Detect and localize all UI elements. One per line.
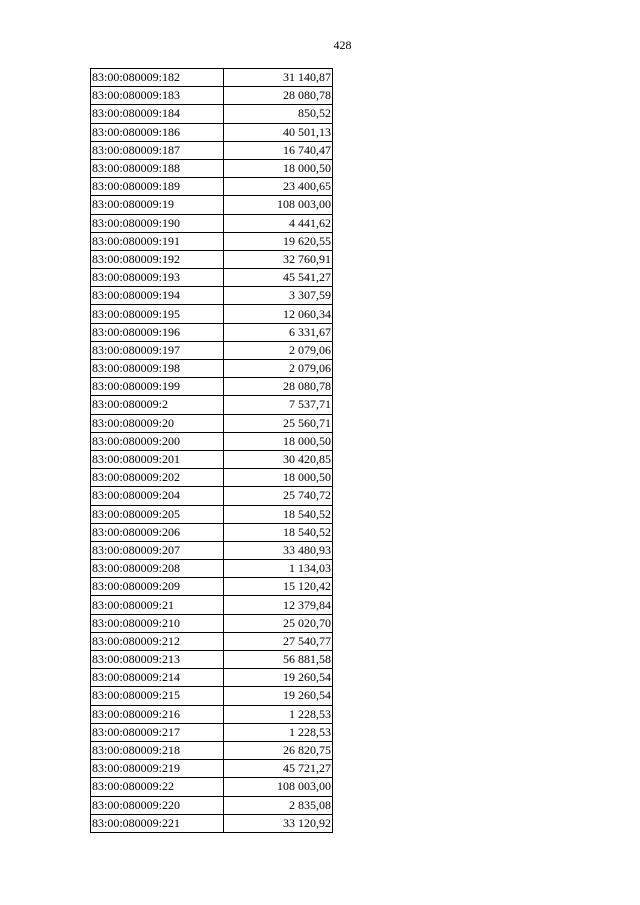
- value-cell: 6 331,67: [224, 323, 333, 341]
- cadastral-number-cell: 83:00:080009:184: [91, 105, 224, 123]
- value-cell: 33 120,92: [224, 814, 333, 832]
- cadastral-number-cell: 83:00:080009:190: [91, 214, 224, 232]
- value-cell: 18 000,50: [224, 432, 333, 450]
- table-row: [91, 796, 333, 814]
- table-row: [91, 341, 333, 359]
- table-row: [91, 705, 333, 723]
- cadastral-number-cell: 83:00:080009:198: [91, 360, 224, 378]
- table-row: [91, 814, 333, 832]
- table-row: [91, 214, 333, 232]
- cadastral-number-cell: 83:00:080009:216: [91, 705, 224, 723]
- table-row: [91, 778, 333, 796]
- table-row: [91, 578, 333, 596]
- cadastral-number-cell: 83:00:080009:221: [91, 814, 224, 832]
- value-cell: 19 260,54: [224, 669, 333, 687]
- table-row: [91, 450, 333, 468]
- value-cell: 2 835,08: [224, 796, 333, 814]
- table-row: [91, 651, 333, 669]
- value-cell: 45 541,27: [224, 269, 333, 287]
- cadastral-number-cell: 83:00:080009:220: [91, 796, 224, 814]
- table-row: [91, 723, 333, 741]
- value-cell: 108 003,00: [224, 778, 333, 796]
- table-row: [91, 523, 333, 541]
- table-row: [91, 687, 333, 705]
- cadastral-number-cell: 83:00:080009:199: [91, 378, 224, 396]
- value-cell: 25 020,70: [224, 614, 333, 632]
- table-row: [91, 87, 333, 105]
- cadastral-number-cell: 83:00:080009:219: [91, 760, 224, 778]
- table-row: [91, 287, 333, 305]
- cadastral-number-cell: 83:00:080009:182: [91, 69, 224, 87]
- value-cell: 19 260,54: [224, 687, 333, 705]
- table-row: [91, 196, 333, 214]
- value-cell: 45 721,27: [224, 760, 333, 778]
- table-row: [91, 69, 333, 87]
- cadastral-number-cell: 83:00:080009:20: [91, 414, 224, 432]
- cadastral-number-cell: 83:00:080009:201: [91, 450, 224, 468]
- cadastral-number-cell: 83:00:080009:205: [91, 505, 224, 523]
- cadastral-number-cell: 83:00:080009:218: [91, 741, 224, 759]
- cadastral-number-cell: 83:00:080009:2: [91, 396, 224, 414]
- table-row: [91, 178, 333, 196]
- value-cell: 32 760,91: [224, 250, 333, 268]
- value-cell: 12 379,84: [224, 596, 333, 614]
- value-cell: 18 000,50: [224, 159, 333, 177]
- cadastral-number-cell: 83:00:080009:208: [91, 560, 224, 578]
- cadastral-number-cell: 83:00:080009:189: [91, 178, 224, 196]
- cadastral-number-cell: 83:00:080009:217: [91, 723, 224, 741]
- cadastral-number-cell: 83:00:080009:215: [91, 687, 224, 705]
- cadastral-number-cell: 83:00:080009:214: [91, 669, 224, 687]
- table-row: [91, 541, 333, 559]
- table-row: [91, 596, 333, 614]
- table-row: [91, 560, 333, 578]
- table-row: [91, 141, 333, 159]
- value-cell: 19 620,55: [224, 232, 333, 250]
- value-cell: 850,52: [224, 105, 333, 123]
- cadastral-number-cell: 83:00:080009:204: [91, 487, 224, 505]
- cadastral-number-cell: 83:00:080009:195: [91, 305, 224, 323]
- cadastral-number-cell: 83:00:080009:213: [91, 651, 224, 669]
- value-cell: 28 080,78: [224, 378, 333, 396]
- table-row: [91, 396, 333, 414]
- value-cell: 25 740,72: [224, 487, 333, 505]
- cadastral-number-cell: 83:00:080009:21: [91, 596, 224, 614]
- value-cell: 23 400,65: [224, 178, 333, 196]
- cadastral-number-cell: 83:00:080009:202: [91, 469, 224, 487]
- cadastral-number-cell: 83:00:080009:194: [91, 287, 224, 305]
- value-cell: 108 003,00: [224, 196, 333, 214]
- table-row: [91, 305, 333, 323]
- table-row: [91, 105, 333, 123]
- cadastral-number-cell: 83:00:080009:207: [91, 541, 224, 559]
- cadastral-number-cell: 83:00:080009:188: [91, 159, 224, 177]
- cadastral-value-table: [90, 68, 333, 833]
- table-row: [91, 414, 333, 432]
- cadastral-number-cell: 83:00:080009:22: [91, 778, 224, 796]
- cadastral-number-cell: 83:00:080009:192: [91, 250, 224, 268]
- value-cell: 15 120,42: [224, 578, 333, 596]
- table-row: [91, 469, 333, 487]
- table-row: [91, 432, 333, 450]
- table-row: [91, 323, 333, 341]
- cadastral-number-cell: 83:00:080009:197: [91, 341, 224, 359]
- cadastral-number-cell: 83:00:080009:183: [91, 87, 224, 105]
- cadastral-number-cell: 83:00:080009:200: [91, 432, 224, 450]
- value-cell: 1 228,53: [224, 723, 333, 741]
- value-cell: 40 501,13: [224, 123, 333, 141]
- table-row: [91, 232, 333, 250]
- table-row: [91, 250, 333, 268]
- page-number: 428: [333, 38, 352, 52]
- value-cell: 33 480,93: [224, 541, 333, 559]
- value-cell: 30 420,85: [224, 450, 333, 468]
- value-cell: 3 307,59: [224, 287, 333, 305]
- table-row: [91, 378, 333, 396]
- value-cell: 1 134,03: [224, 560, 333, 578]
- value-cell: 28 080,78: [224, 87, 333, 105]
- table-row: [91, 123, 333, 141]
- cadastral-number-cell: 83:00:080009:193: [91, 269, 224, 287]
- value-cell: 27 540,77: [224, 632, 333, 650]
- table-row: [91, 269, 333, 287]
- cadastral-number-cell: 83:00:080009:212: [91, 632, 224, 650]
- table-row: [91, 159, 333, 177]
- cadastral-number-cell: 83:00:080009:191: [91, 232, 224, 250]
- value-cell: 26 820,75: [224, 741, 333, 759]
- cadastral-number-cell: 83:00:080009:210: [91, 614, 224, 632]
- table-row: [91, 487, 333, 505]
- table-row: [91, 632, 333, 650]
- cadastral-number-cell: 83:00:080009:187: [91, 141, 224, 159]
- table-body: [91, 69, 333, 833]
- cadastral-number-cell: 83:00:080009:19: [91, 196, 224, 214]
- table-row: [91, 760, 333, 778]
- value-cell: 18 540,52: [224, 505, 333, 523]
- value-cell: 56 881,58: [224, 651, 333, 669]
- table-row: [91, 614, 333, 632]
- table-row: [91, 505, 333, 523]
- cadastral-number-cell: 83:00:080009:209: [91, 578, 224, 596]
- value-cell: 2 079,06: [224, 341, 333, 359]
- value-cell: 31 140,87: [224, 69, 333, 87]
- value-cell: 18 000,50: [224, 469, 333, 487]
- value-cell: 18 540,52: [224, 523, 333, 541]
- value-cell: 2 079,06: [224, 360, 333, 378]
- value-cell: 12 060,34: [224, 305, 333, 323]
- value-cell: 7 537,71: [224, 396, 333, 414]
- value-cell: 25 560,71: [224, 414, 333, 432]
- cadastral-number-cell: 83:00:080009:186: [91, 123, 224, 141]
- table-row: [91, 360, 333, 378]
- cadastral-number-cell: 83:00:080009:206: [91, 523, 224, 541]
- value-cell: 4 441,62: [224, 214, 333, 232]
- cadastral-number-cell: 83:00:080009:196: [91, 323, 224, 341]
- value-cell: 16 740,47: [224, 141, 333, 159]
- value-cell: 1 228,53: [224, 705, 333, 723]
- table-row: [91, 669, 333, 687]
- table-row: [91, 741, 333, 759]
